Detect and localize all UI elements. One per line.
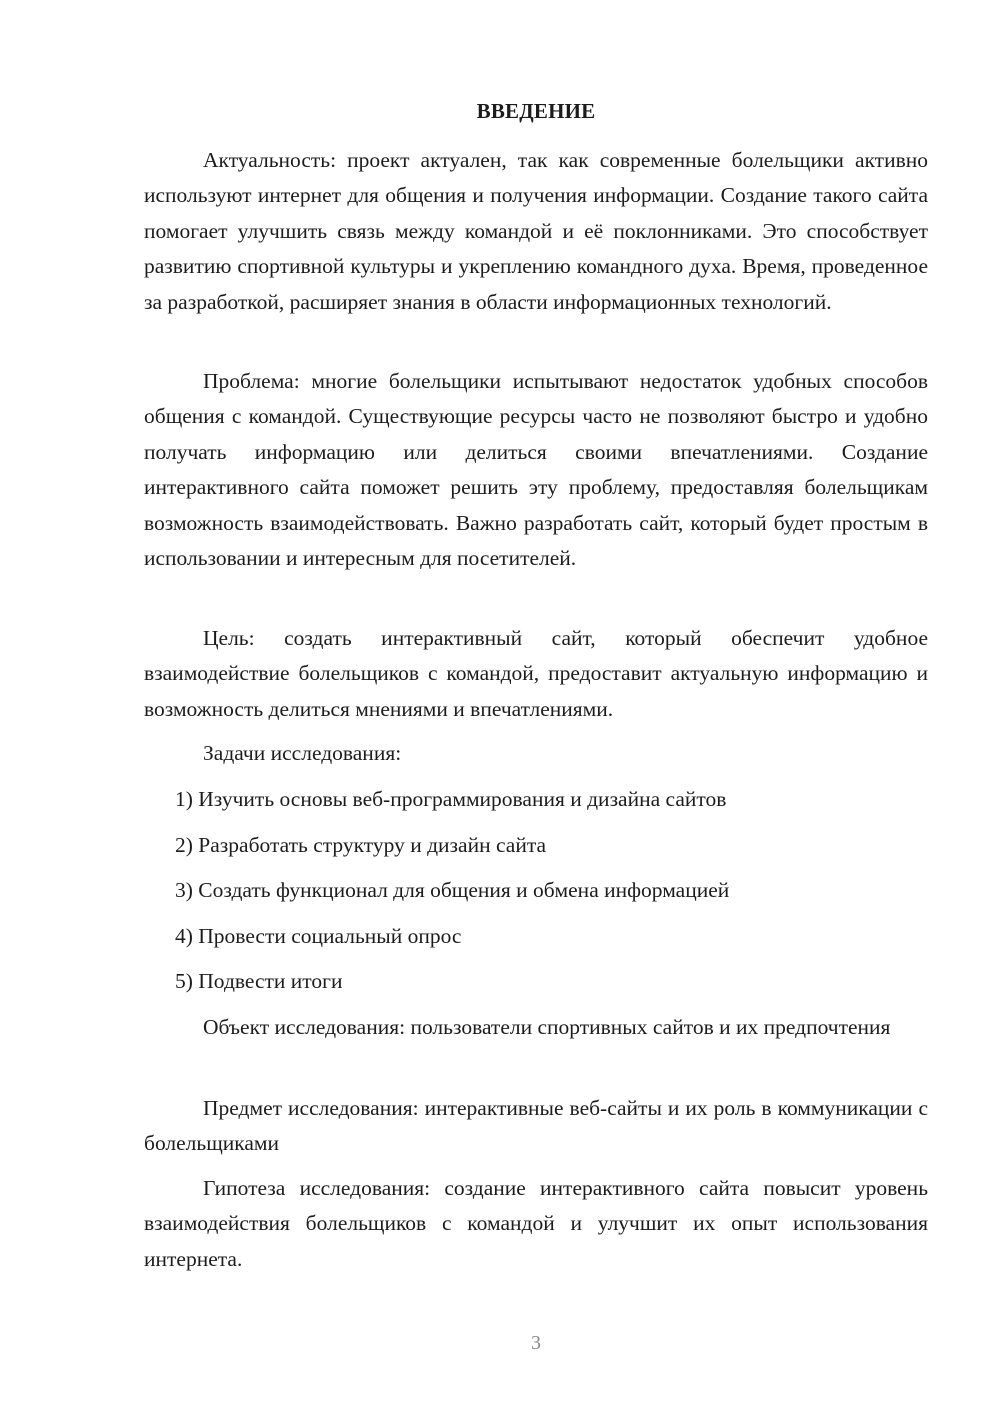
- page-title: ВВЕДЕНИЕ: [476, 99, 596, 123]
- object-paragraph: Объект исследования: пользователи спортивных сайтов и их предпочтения: [203, 1015, 891, 1039]
- task-item: 1) Изучить основы веб-программирования и дизайна сайтов: [175, 787, 727, 811]
- tasks-heading: Задачи исследования:: [203, 741, 402, 765]
- problem-paragraph: Проблема: многие болельщики испытывают недостаток удобных способов общения с командой. Существующие ресурсы часто не позволяют быстро и удобно получать информацию или делиться своими впечатлениями. Создание интерактивного сайта поможет решить эту проблему, предоставляя болельщикам возможность взаимодействовать. Важно разработать сайт, который будет простым в использовании и интересным для посетителей.: [144, 369, 928, 571]
- goal-paragraph: Цель: создать интерактивный сайт, который обеспечит удобное взаимодействие болельщиков с командой, предоставит актуальную информацию и возможность делиться мнениями и впечатлениями.: [144, 626, 928, 721]
- task-item: 2) Разработать структуру и дизайн сайта: [175, 833, 547, 857]
- task-item: 4) Провести социальный опрос: [175, 924, 462, 948]
- hypothesis-paragraph: Гипотеза исследования: создание интерактивного сайта повысит уровень взаимодействия болельщиков с командой и улучшит их опыт использования интернета.: [144, 1176, 928, 1271]
- page-number: 3: [531, 1332, 541, 1354]
- task-item: 3) Создать функционал для общения и обмена информацией: [175, 878, 730, 902]
- task-item: 5) Подвести итоги: [175, 969, 343, 993]
- relevance-paragraph: Актуальность: проект актуален, так как современные болельщики активно используют интернет для общения и получения информации. Создание такого сайта помогает улучшить связь между командой и её поклонниками. Это способствует развитию спортивной культуры и укреплению командного духа. Время, проведенное за разработкой, расширяет знания в области информационных технологий.: [144, 148, 928, 314]
- subject-paragraph: Предмет исследования: интерактивные веб-сайты и их роль в коммуникации с болельщиками: [144, 1096, 928, 1156]
